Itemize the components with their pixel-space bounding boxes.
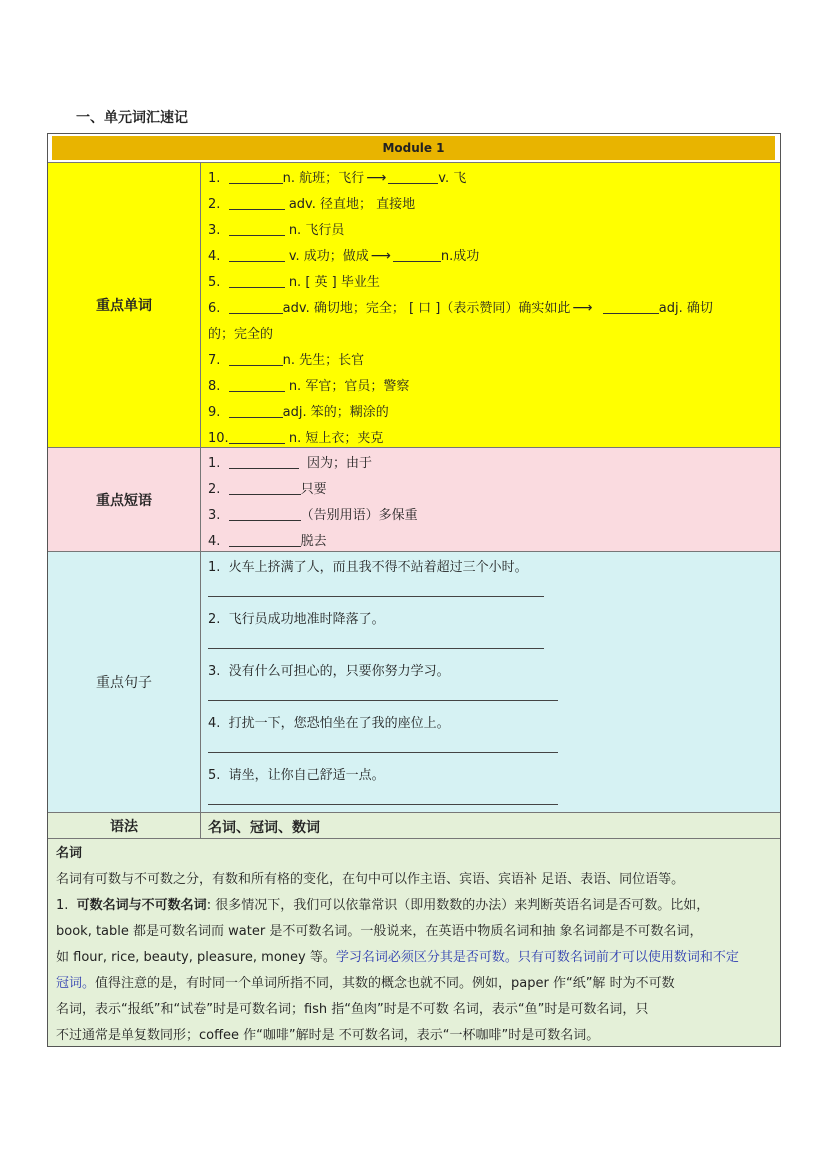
sentence-item-3: 3. 没有什么可担心的，只要你努力学习。 (208, 664, 450, 679)
module-header: Module 1 (52, 136, 775, 160)
grammar-notes (48, 839, 780, 1046)
key-words-content (201, 163, 780, 447)
notes-point1-line4: 冠词。值得注意的是，有时同一个单词所指不同，其数的概念也就不同。例如，paper 作“纸”解 时为不可数 (56, 976, 675, 991)
key-sentences-content (201, 552, 780, 812)
notes-point1-line2: book, table 都是可数名词而 water 是不可数名词。一般说来，在英语中物质名词和抽 象名词都是不可数名词， (56, 924, 703, 939)
key-sentences-row (48, 552, 780, 813)
key-phrases-label: 重点短语 (48, 448, 201, 551)
word-item-5: 5. n. [ 英 ] 毕业生 (208, 275, 380, 290)
key-words-label: 重点单词 (48, 163, 201, 447)
key-words-row (48, 163, 780, 448)
module-header-row (48, 134, 780, 163)
word-item-6: 6. adv. 确切地；完全； [ 口 ]（表示赞同）确实如此 ⟶ adj. 确切 (208, 300, 713, 316)
sentence-item-1: 1. 火车上挤满了人，而且我不得不站着超过三个小时。 (208, 560, 528, 575)
word-item-2: 2. adv. 径直地； 直接地 (208, 197, 416, 212)
vocab-table (47, 133, 781, 1047)
phrase-item-4: 4. 脱去 (208, 534, 327, 549)
sentence-item-4: 4. 打扰一下，您恐怕坐在了我的座位上。 (208, 716, 450, 731)
key-sentences-label: 重点句子 (48, 552, 201, 812)
answer-line-3[interactable] (208, 700, 558, 701)
word-item-3: 3. n. 飞行员 (208, 223, 345, 238)
key-phrases-content (201, 448, 780, 551)
notes-point1-line5: 名词，表示“报纸”和“试卷”时是可数名词；fish 指“鱼肉”时是不可数 名词，表示“鱼”时是可数名词，只 (56, 1002, 649, 1017)
sentence-item-5: 5. 请坐，让你自己舒适一点。 (208, 768, 385, 783)
phrase-item-3: 3. （告别用语）多保重 (208, 508, 418, 523)
notes-intro: 名词有可数与不可数之分，有数和所有格的变化，在句中可以作主语、宾语、宾语补 足语、表语、同位语等。 (56, 872, 685, 887)
notes-point1-line3: 如 flour, rice, beauty, pleasure, money 等。学习名词必须区分其是否可数。只有可数名词前才可以使用数词和不定 (56, 950, 739, 965)
key-phrases-row (48, 448, 780, 552)
answer-line-1[interactable] (208, 596, 544, 597)
section-title: 一、单元词汇速记 (76, 110, 188, 126)
word-item-6-cont: 的；完全的 (208, 327, 274, 342)
grammar-value: 名词、冠词、数词 (208, 820, 320, 836)
notes-heading: 名词 (56, 846, 83, 861)
answer-line-4[interactable] (208, 752, 558, 753)
grammar-content (201, 813, 780, 838)
notes-point1-line1: 1. 可数名词与不可数名词: 很多情况下，我们可以依靠常识（即用数数的办法）来判断英语名词是否可数。比如， (56, 898, 710, 913)
word-item-4: 4. v. 成功；做成 ⟶ n.成功 (208, 248, 480, 264)
arrow-icon: ⟶ (366, 170, 387, 186)
sentence-item-2: 2. 飞行员成功地准时降落了。 (208, 612, 385, 627)
phrase-item-2: 2. 只要 (208, 482, 327, 497)
grammar-label: 语法 (48, 813, 201, 838)
word-item-9: 9. adj. 笨的；糊涂的 (208, 405, 389, 420)
answer-line-2[interactable] (208, 648, 544, 649)
answer-line-5[interactable] (208, 804, 558, 805)
word-item-1: 1. n. 航班；飞行 ⟶ v. 飞 (208, 170, 467, 186)
arrow-icon: ⟶ (370, 248, 391, 264)
grammar-row (48, 813, 780, 839)
word-item-7: 7. n. 先生；长官 (208, 353, 365, 368)
notes-point1-line6: 不过通常是单复数同形；coffee 作“咖啡”解时是 不可数名词，表示“一杯咖啡”时是可数名词。 (56, 1028, 600, 1043)
word-item-8: 8. n. 军官；官员；警察 (208, 379, 410, 394)
phrase-item-1: 1. 因为；由于 (208, 456, 372, 471)
word-item-10: 10. n. 短上衣；夹克 (208, 431, 384, 446)
arrow-icon: ⟶ (572, 300, 593, 316)
